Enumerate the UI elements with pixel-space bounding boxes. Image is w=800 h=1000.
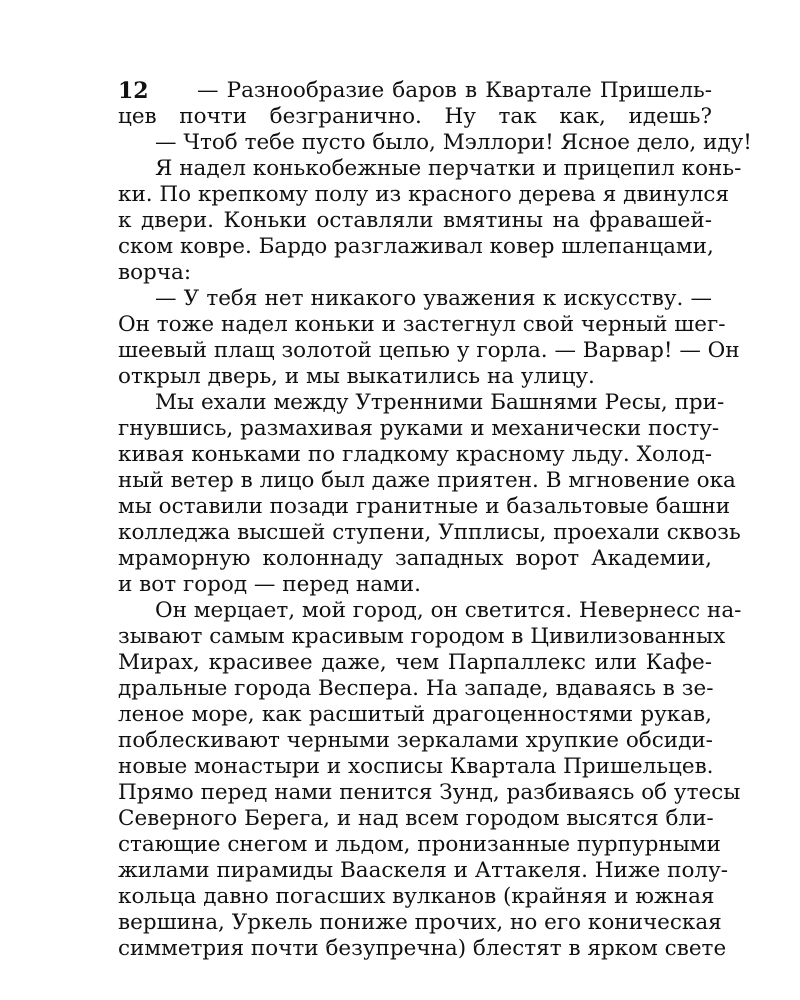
text-line: шеевый плащ золотой цепью у горла. — Варвар! — Он [118, 338, 740, 363]
page-number: 12 [118, 78, 149, 104]
text-line: Прямо перед нами пенится Зунд, разбиваясь об утесы [118, 780, 741, 805]
text-line: новые монастыри и хосписы Квартала Пришельцев. [118, 754, 714, 779]
text-line: открыл дверь, и мы выкатились на улицу. [118, 364, 595, 389]
text-line: Мы ехали между Утренними Башнями Ресы, при- [155, 390, 725, 415]
text-line: симметрия почти безупречна) блестят в ярком свете [118, 936, 727, 961]
text-line: Северного Берега, и над всем городом высятся бли- [118, 806, 714, 831]
text-line: леное море, как расшитый драгоценностями рукав, [118, 702, 712, 727]
text-line: мы оставили позади гранитные и базальтовые башни [118, 494, 731, 519]
text-line: Он мерцает, мой город, он светится. Невернесс на- [155, 598, 742, 623]
text-line: к двери. Коньки оставляли вмятины на фравашей- [118, 208, 712, 233]
text-line: кольца давно погасших вулканов (крайняя и южная [118, 884, 715, 909]
text-line: и вот город — перед нами. [118, 572, 421, 597]
text-line: кивая коньками по гладкому красному льду. Холод- [118, 442, 712, 467]
text-line: — Чтоб тебе пусто было, Мэллори! Ясное дело, иду! [155, 130, 752, 155]
text-line: колледжа высшей ступени, Упплисы, проехали сквозь [118, 520, 741, 545]
text-line: гнувшись, размахивая руками и механически посту- [118, 416, 720, 441]
text-line: жилами пирамиды Ваaскеля и Аттакеля. Ниже полу- [118, 858, 729, 883]
text-line: ском ковре. Бардо разглаживал ковер шлепанцами, [118, 234, 714, 259]
text-line: — Разнообразие баров в Квартале Пришель- [197, 78, 712, 103]
text-line: вершина, Уркель пониже прочих, но его коническая [118, 910, 722, 935]
text-line: — У тебя нет никакого уважения к искусству. — [155, 286, 712, 311]
text-line: зывают самым красивым городом в Цивилизованных [118, 624, 726, 649]
text-line: ворча: [118, 260, 192, 285]
text-line: Я надел конькобежные перчатки и прицепил конь- [155, 156, 742, 181]
text-line: дральные города Веспера. На западе, вдаваясь в зе- [118, 676, 714, 701]
text-line: Мирах, красивее даже, чем Парпаллекс или Кафе- [118, 650, 712, 675]
text-line: мраморную колоннаду западных ворот Академии, [118, 546, 712, 571]
text-line: цев почти безгранично. Ну так как, идешь? [118, 104, 712, 129]
text-line: ный ветер в лицо был даже приятен. В мгновение ока [118, 468, 736, 493]
text-line: ки. По крепкому полу из красного дерева я двинулся [118, 182, 730, 207]
text-line: Он тоже надел коньки и застегнул свой черный шег- [118, 312, 726, 337]
text-line: стающие снегом и льдом, пронизанные пурпурными [118, 832, 721, 857]
text-line: поблескивают черными зеркалами хрупкие обсиди- [118, 728, 713, 753]
